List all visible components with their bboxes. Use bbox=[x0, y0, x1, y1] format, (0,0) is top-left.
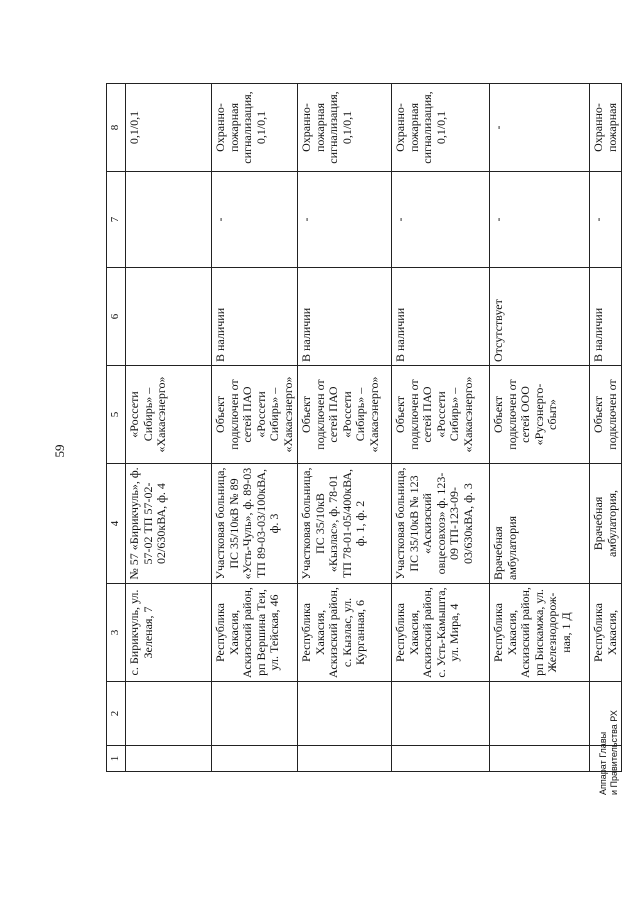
table-row bbox=[212, 84, 298, 772]
cell-number bbox=[490, 746, 590, 772]
col-header-5: 5 bbox=[107, 366, 126, 464]
table-row bbox=[490, 84, 590, 772]
cell-address: Республика Хакасия, Аскизский район, рп Бискамжа, ул. Железнодорож-ная, 1 Д bbox=[490, 584, 590, 682]
cell-availability: Отсутствует bbox=[490, 268, 590, 366]
cell-security: Охранно-пожарная сигнализация, 0,1/0,1 bbox=[212, 84, 298, 172]
cell-col7: - bbox=[490, 172, 590, 268]
cell-security: Охранно-пожарная bbox=[590, 84, 622, 172]
col-header-2: 2 bbox=[107, 682, 126, 746]
cell-number bbox=[212, 746, 298, 772]
col-header-4: 4 bbox=[107, 464, 126, 584]
footer-line-2: и Правительства РХ bbox=[609, 710, 619, 795]
cell-connection: Объект подключен от сетей ООО «Русэнерго-сбыт» bbox=[490, 366, 590, 464]
cell-col7 bbox=[126, 172, 212, 268]
table-row bbox=[392, 84, 490, 772]
cell-address: с. Бирикчуль, ул. Зеленая, 7 bbox=[126, 584, 212, 682]
cell-number bbox=[126, 746, 212, 772]
col-header-7: 7 bbox=[107, 172, 126, 268]
col-header-1: 1 bbox=[107, 746, 126, 772]
cell-connection: Объект подключен от сетей ПАО «Россети Сибирь» – «Хакасэнерго» bbox=[212, 366, 298, 464]
cell-connection: Объект подключен от сетей ПАО «Россети Сибирь» – «Хакасэнерго» bbox=[298, 366, 392, 464]
col-header-6: 6 bbox=[107, 268, 126, 366]
cell-address: Республика Хакасия, bbox=[590, 584, 622, 682]
cell-connection: Объект подключен от сетей ПАО «Россети Сибирь» – «Хакасэнерго» bbox=[392, 366, 490, 464]
cell-col7: - bbox=[392, 172, 490, 268]
table-row bbox=[126, 84, 212, 772]
cell-connection: «Россети Сибирь» – «Хакасэнерго» bbox=[126, 366, 212, 464]
cell-power-source: Врачебная амбулатория, bbox=[590, 464, 622, 584]
cell-col7: - bbox=[298, 172, 392, 268]
cell-name bbox=[212, 682, 298, 746]
table-row bbox=[590, 84, 622, 772]
cell-number bbox=[298, 746, 392, 772]
cell-power-source: № 57 «Бирикчуль», ф. 57-02 ТП 57-02-02/630кВА, ф. 4 bbox=[126, 464, 212, 584]
cell-name bbox=[126, 682, 212, 746]
col-header-3: 3 bbox=[107, 584, 126, 682]
cell-col7: - bbox=[590, 172, 622, 268]
cell-col7: - bbox=[212, 172, 298, 268]
cell-security: Охранно-пожарная сигнализация, 0,1/0,1 bbox=[392, 84, 490, 172]
footer-stamp bbox=[598, 710, 620, 795]
footer-line-1: Аппарат Главы bbox=[598, 731, 608, 795]
cell-name bbox=[392, 682, 490, 746]
cell-address: Республика Хакасия, Аскизский район, с. Кызлас, ул. Курганная, 6 bbox=[298, 584, 392, 682]
cell-name bbox=[298, 682, 392, 746]
cell-security: 0,1/0,1 bbox=[126, 84, 212, 172]
cell-availability: В наличии bbox=[392, 268, 490, 366]
page-number: 59 bbox=[52, 444, 67, 458]
cell-address: Республика Хакасия, Аскизский район, рп Вершина Теи, ул. Тейская, 46 bbox=[212, 584, 298, 682]
cell-name bbox=[490, 682, 590, 746]
table-row bbox=[298, 84, 392, 772]
col-header-8: 8 bbox=[107, 84, 126, 172]
cell-power-source: Участковая больница, ПС 35/10кВ № 123 «Аскизский овцесовхоз» ф. 123-09 ТП-123-09-03/630кВА, ф. 3 bbox=[392, 464, 490, 584]
cell-power-source: Участковая больница, ПС 35/10кВ «Кызлас», ф. 78-01 ТП 78-01-05/400кВА, ф. 1, ф. 2 bbox=[298, 464, 392, 584]
cell-security: Охранно-пожарная сигнализация, 0,1/0,1 bbox=[298, 84, 392, 172]
cell-connection: Объект подключен от bbox=[590, 366, 622, 464]
infrastructure-table bbox=[106, 83, 622, 772]
cell-availability: В наличии bbox=[212, 268, 298, 366]
cell-number bbox=[392, 746, 490, 772]
cell-security: - bbox=[490, 84, 590, 172]
cell-availability bbox=[126, 268, 212, 366]
cell-availability: В наличии bbox=[298, 268, 392, 366]
cell-availability: В наличии bbox=[590, 268, 622, 366]
table-header-row bbox=[107, 84, 126, 772]
cell-address: Республика Хакасия, Аскизский район, с. Усть-Камышта, ул. Мира, 4 bbox=[392, 584, 490, 682]
cell-power-source: Участковая больница, ПС 35/10кВ № 89 «Усть-Чуль», ф. 89-03 ТП 89-03-03/100кВА, ф. 3 bbox=[212, 464, 298, 584]
cell-power-source: Врачебная амбулатория bbox=[490, 464, 590, 584]
